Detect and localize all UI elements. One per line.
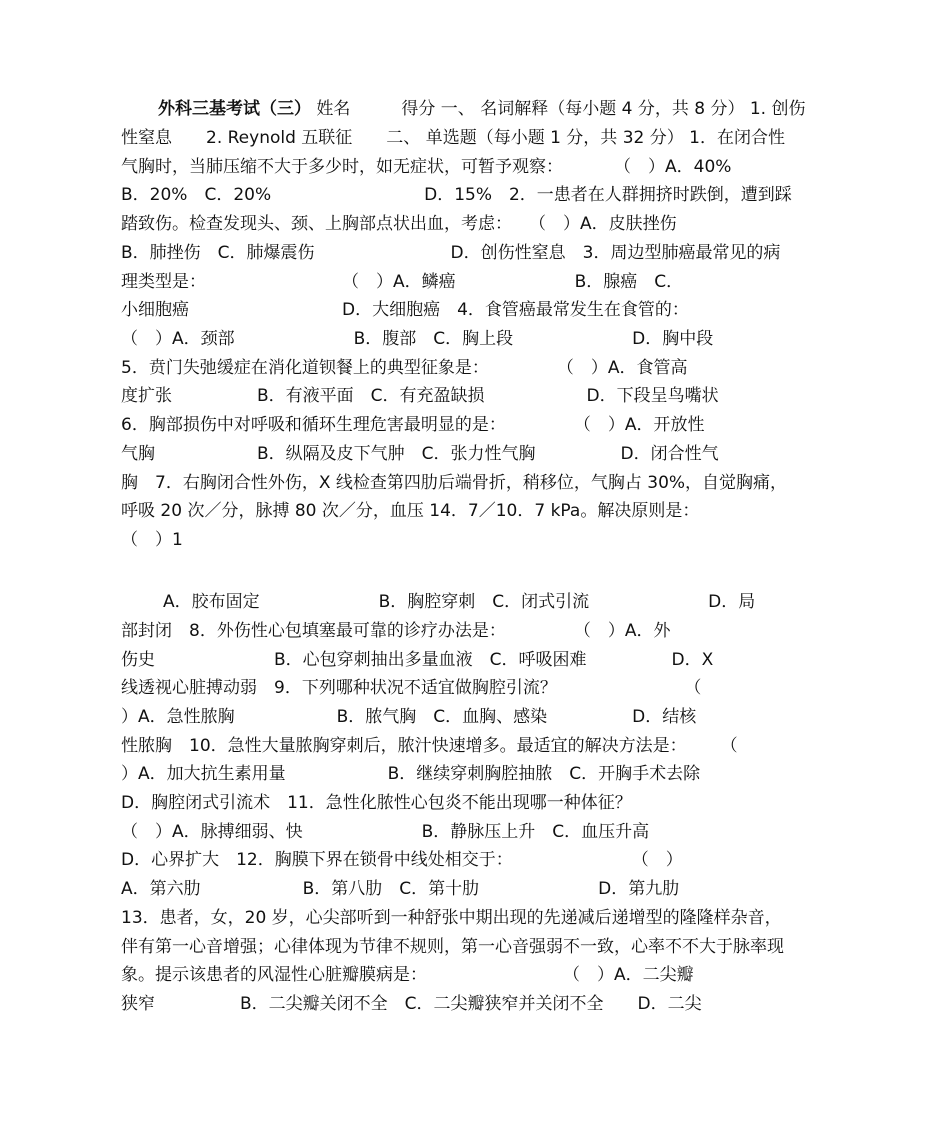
text-line-29: 伴有第一心音增强；心律体现为节律不规则，第一心音强弱不一致，心率不不大于脉率现 [121,937,784,957]
text-line-23: ）A．加大抗生素用量 B．继续穿刺胸腔抽脓 C．开胸手术去除 [121,764,701,784]
text-line-28: 13．患者，女，20 岁，心尖部听到一种舒张中期出现的先递减后递增型的隆隆样杂音， [121,908,782,928]
text-line-2: 性窒息 2. Reynold 五联征 二、 单选题（每小题 1 分，共 32 分） 1．在闭合性 [121,128,785,148]
text-line-24: D．胸腔闭式引流术 11．急性化脓性心包炎不能出现哪一种体征？ [121,793,632,813]
text-line-11: 度扩张 B．有液平面 C．有充盈缺损 D．下段呈鸟嘴状 [121,386,719,406]
text-line-22: 性脓胸 10．急性大量脓胸穿刺后，脓汁快速增多。最适宜的解决方法是： （ [121,736,738,756]
text-line-13: 气胸 B．纵隔及皮下气肿 C．张力性气胸 D．闭合性气 [121,444,719,464]
text-line-30: 象。提示该患者的风湿性心脏瓣膜病是： （ ）A．二尖瓣 [121,965,694,985]
document-title: 外科三基考试（三） [158,99,311,119]
text-line-12: 6．胸部损伤中对呼吸和循环生理危害最明显的是： （ ）A．开放性 [121,415,705,435]
text-line-3: 气胸时，当肺压缩不大于多少时，如无症状，可暂予观察： （ ）A．40% [121,157,732,177]
text-line-4: B．20% C．20% D．15% 2．一患者在人群拥挤时跌倒，遭到踩 [121,185,792,205]
text-line-9: （ ）A．颈部 B．腹部 C．胸上段 D．胸中段 [121,329,714,349]
text-line-14: 胸 7．右胸闭合性外伤，X 线检查第四肋后端骨折，稍移位，气胸占 30%，自觉胸痛， [121,473,788,493]
text-line-1 [158,98,830,120]
text-line-18: 部封闭 8．外伤性心包填塞最可靠的诊疗办法是： （ ）A．外 [121,621,671,641]
text-line-19: 伤史 B．心包穿刺抽出多量血液 C．呼吸困难 D．X [121,650,714,670]
text-line-8: 小细胞癌 D．大细胞癌 4．食管癌最常发生在食管的： [121,300,689,320]
text-line-10: 5．贲门失弛缓症在消化道钡餐上的典型征象是： （ ）A．食管高 [121,358,688,378]
text-line-20: 线透视心脏搏动弱 9．下列哪种状况不适宜做胸腔引流？ （ [121,678,702,698]
text-line-6: B．肺挫伤 C．肺爆震伤 D．创伤性窒息 3．周边型肺癌最常见的病 [121,243,781,263]
text-line-26: D．心界扩大 12．胸膜下界在锁骨中线处相交于： （ ） [121,850,683,870]
line-text: 姓名 得分 一、 名词解释（每小题 4 分，共 8 分） 1. 创伤 [316,99,806,119]
text-line-17: A．胶布固定 B．胸腔穿刺 C．闭式引流 D．局 [163,592,756,612]
text-line-15: 呼吸 20 次／分，脉搏 80 次／分，血压 14．7／10．7 kPa。解决原则是： [121,501,700,521]
text-line-31: 狭窄 B．二尖瓣关闭不全 C．二尖瓣狭窄并关闭不全 D．二尖 [121,994,702,1014]
text-line-7: 理类型是： （ ）A．鳞癌 B．腺癌 C． [121,272,684,292]
text-line-5: 踏致伤。检查发现头、颈、上胸部点状出血，考虑： （ ）A．皮肤挫伤 [121,214,677,234]
text-line-25: （ ）A．脉搏细弱、快 B．静脉压上升 C．血压升高 [121,822,650,842]
text-line-21: ）A．急性脓胸 B．脓气胸 C．血胸、感染 D．结核 [121,707,697,727]
text-line-27: A．第六肋 B．第八肋 C．第十肋 D．第九肋 [121,879,680,899]
text-line-16: （ ）1 [121,530,183,550]
